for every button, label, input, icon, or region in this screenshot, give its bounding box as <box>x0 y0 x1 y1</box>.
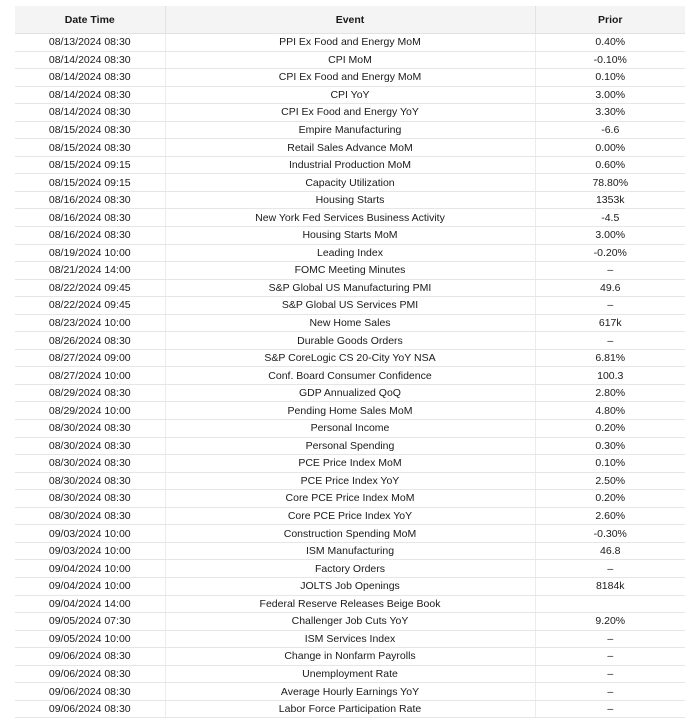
cell-event: Housing Starts <box>165 191 535 209</box>
cell-date-time: 08/27/2024 10:00 <box>15 367 165 385</box>
cell-event: New York Fed Services Business Activity <box>165 209 535 227</box>
header-date-time: Date Time <box>15 6 165 34</box>
cell-prior: 0.20% <box>535 490 685 508</box>
cell-event: ISM Services Index <box>165 630 535 648</box>
cell-date-time: 09/03/2024 10:00 <box>15 525 165 543</box>
cell-event: Unemployment Rate <box>165 665 535 683</box>
cell-date-time: 08/29/2024 10:00 <box>15 402 165 420</box>
cell-event: New Home Sales <box>165 314 535 332</box>
cell-event: Personal Spending <box>165 437 535 455</box>
cell-event: Construction Spending MoM <box>165 525 535 543</box>
cell-date-time: 09/04/2024 10:00 <box>15 577 165 595</box>
cell-event: S&P Global US Services PMI <box>165 297 535 315</box>
cell-event: CPI Ex Food and Energy YoY <box>165 104 535 122</box>
table-header <box>15 6 685 34</box>
cell-event: S&P CoreLogic CS 20-City YoY NSA <box>165 349 535 367</box>
table-row <box>15 367 685 385</box>
cell-date-time: 08/23/2024 10:00 <box>15 314 165 332</box>
cell-event: Personal Income <box>165 420 535 438</box>
cell-event: Capacity Utilization <box>165 174 535 192</box>
table-row <box>15 156 685 174</box>
table-row <box>15 420 685 438</box>
table-row <box>15 560 685 578</box>
cell-event: Industrial Production MoM <box>165 156 535 174</box>
table-row <box>15 507 685 525</box>
cell-prior <box>535 595 685 613</box>
cell-prior: 2.80% <box>535 384 685 402</box>
cell-event: Retail Sales Advance MoM <box>165 139 535 157</box>
cell-date-time: 08/13/2024 08:30 <box>15 34 165 52</box>
cell-prior: -0.30% <box>535 525 685 543</box>
cell-event: Labor Force Participation Rate <box>165 700 535 718</box>
table-row <box>15 191 685 209</box>
cell-event: PCE Price Index MoM <box>165 455 535 473</box>
cell-prior: – <box>535 700 685 718</box>
cell-date-time: 08/30/2024 08:30 <box>15 507 165 525</box>
cell-event: Average Hourly Earnings YoY <box>165 683 535 701</box>
cell-event: CPI YoY <box>165 86 535 104</box>
cell-date-time: 09/05/2024 07:30 <box>15 613 165 631</box>
cell-prior: – <box>535 262 685 280</box>
table-row <box>15 525 685 543</box>
economic-calendar-table <box>15 6 685 718</box>
cell-event: Core PCE Price Index YoY <box>165 507 535 525</box>
cell-date-time: 08/14/2024 08:30 <box>15 69 165 87</box>
table-row <box>15 104 685 122</box>
cell-event: Empire Manufacturing <box>165 121 535 139</box>
table-row <box>15 297 685 315</box>
table-row <box>15 472 685 490</box>
cell-date-time: 08/30/2024 08:30 <box>15 420 165 438</box>
cell-date-time: 08/15/2024 08:30 <box>15 121 165 139</box>
cell-event: CPI Ex Food and Energy MoM <box>165 69 535 87</box>
cell-date-time: 09/05/2024 10:00 <box>15 630 165 648</box>
table-row <box>15 595 685 613</box>
cell-prior: 2.60% <box>535 507 685 525</box>
cell-prior: – <box>535 630 685 648</box>
cell-date-time: 09/03/2024 10:00 <box>15 542 165 560</box>
cell-date-time: 08/30/2024 08:30 <box>15 437 165 455</box>
table-row <box>15 402 685 420</box>
table-row <box>15 34 685 52</box>
table-row <box>15 683 685 701</box>
cell-event: Federal Reserve Releases Beige Book <box>165 595 535 613</box>
cell-prior: 0.10% <box>535 69 685 87</box>
table-row <box>15 244 685 262</box>
cell-prior: – <box>535 665 685 683</box>
cell-prior: – <box>535 560 685 578</box>
header-prior: Prior <box>535 6 685 34</box>
cell-event: JOLTS Job Openings <box>165 577 535 595</box>
table-row <box>15 121 685 139</box>
table-row <box>15 262 685 280</box>
cell-prior: 3.00% <box>535 227 685 245</box>
cell-prior: 0.00% <box>535 139 685 157</box>
cell-prior: -0.10% <box>535 51 685 69</box>
table-row <box>15 332 685 350</box>
cell-event: ISM Manufacturing <box>165 542 535 560</box>
cell-event: Pending Home Sales MoM <box>165 402 535 420</box>
table-body <box>15 34 685 718</box>
cell-prior: – <box>535 648 685 666</box>
cell-event: Change in Nonfarm Payrolls <box>165 648 535 666</box>
header-event: Event <box>165 6 535 34</box>
cell-date-time: 08/22/2024 09:45 <box>15 279 165 297</box>
cell-date-time: 08/14/2024 08:30 <box>15 51 165 69</box>
cell-date-time: 09/06/2024 08:30 <box>15 700 165 718</box>
cell-date-time: 08/15/2024 08:30 <box>15 139 165 157</box>
cell-event: S&P Global US Manufacturing PMI <box>165 279 535 297</box>
cell-date-time: 08/22/2024 09:45 <box>15 297 165 315</box>
cell-event: PPI Ex Food and Energy MoM <box>165 34 535 52</box>
cell-prior: 617k <box>535 314 685 332</box>
cell-date-time: 08/27/2024 09:00 <box>15 349 165 367</box>
table-row <box>15 86 685 104</box>
table-row <box>15 384 685 402</box>
cell-date-time: 09/04/2024 10:00 <box>15 560 165 578</box>
cell-prior: 49.6 <box>535 279 685 297</box>
table-row <box>15 648 685 666</box>
cell-event: Conf. Board Consumer Confidence <box>165 367 535 385</box>
cell-date-time: 09/06/2024 08:30 <box>15 683 165 701</box>
table-row <box>15 437 685 455</box>
cell-prior: 1353k <box>535 191 685 209</box>
cell-prior: 6.81% <box>535 349 685 367</box>
cell-event: Factory Orders <box>165 560 535 578</box>
cell-prior: 0.10% <box>535 455 685 473</box>
cell-prior: 3.30% <box>535 104 685 122</box>
table-row <box>15 613 685 631</box>
cell-prior: 3.00% <box>535 86 685 104</box>
table-row <box>15 665 685 683</box>
cell-date-time: 09/06/2024 08:30 <box>15 665 165 683</box>
cell-event: GDP Annualized QoQ <box>165 384 535 402</box>
cell-date-time: 09/04/2024 14:00 <box>15 595 165 613</box>
cell-prior: -4.5 <box>535 209 685 227</box>
cell-date-time: 08/19/2024 10:00 <box>15 244 165 262</box>
cell-date-time: 08/15/2024 09:15 <box>15 174 165 192</box>
table-row <box>15 209 685 227</box>
table-row <box>15 314 685 332</box>
cell-prior: 0.30% <box>535 437 685 455</box>
cell-date-time: 08/21/2024 14:00 <box>15 262 165 280</box>
economic-calendar <box>15 6 685 718</box>
cell-event: Challenger Job Cuts YoY <box>165 613 535 631</box>
cell-event: PCE Price Index YoY <box>165 472 535 490</box>
cell-date-time: 08/30/2024 08:30 <box>15 490 165 508</box>
table-row <box>15 279 685 297</box>
table-row <box>15 174 685 192</box>
table-row <box>15 455 685 473</box>
table-row <box>15 542 685 560</box>
cell-prior: – <box>535 297 685 315</box>
cell-prior: 0.40% <box>535 34 685 52</box>
table-row <box>15 139 685 157</box>
cell-date-time: 08/26/2024 08:30 <box>15 332 165 350</box>
table-row <box>15 490 685 508</box>
cell-date-time: 08/16/2024 08:30 <box>15 209 165 227</box>
cell-date-time: 08/16/2024 08:30 <box>15 227 165 245</box>
cell-prior: 78.80% <box>535 174 685 192</box>
table-row <box>15 51 685 69</box>
cell-date-time: 08/16/2024 08:30 <box>15 191 165 209</box>
table-row <box>15 349 685 367</box>
table-row <box>15 69 685 87</box>
cell-prior: 8184k <box>535 577 685 595</box>
cell-event: FOMC Meeting Minutes <box>165 262 535 280</box>
cell-date-time: 08/14/2024 08:30 <box>15 86 165 104</box>
cell-event: Core PCE Price Index MoM <box>165 490 535 508</box>
cell-prior: 4.80% <box>535 402 685 420</box>
cell-date-time: 08/29/2024 08:30 <box>15 384 165 402</box>
cell-event: CPI MoM <box>165 51 535 69</box>
cell-prior: – <box>535 683 685 701</box>
table-row <box>15 577 685 595</box>
cell-date-time: 08/14/2024 08:30 <box>15 104 165 122</box>
cell-event: Housing Starts MoM <box>165 227 535 245</box>
cell-prior: 100.3 <box>535 367 685 385</box>
header-row <box>15 6 685 34</box>
cell-date-time: 08/30/2024 08:30 <box>15 455 165 473</box>
cell-prior: 2.50% <box>535 472 685 490</box>
table-row <box>15 227 685 245</box>
cell-prior: 46.8 <box>535 542 685 560</box>
cell-date-time: 09/06/2024 08:30 <box>15 648 165 666</box>
cell-event: Durable Goods Orders <box>165 332 535 350</box>
cell-prior: -0.20% <box>535 244 685 262</box>
cell-date-time: 08/30/2024 08:30 <box>15 472 165 490</box>
cell-prior: – <box>535 332 685 350</box>
cell-prior: -6.6 <box>535 121 685 139</box>
cell-event: Leading Index <box>165 244 535 262</box>
cell-date-time: 08/15/2024 09:15 <box>15 156 165 174</box>
cell-prior: 0.20% <box>535 420 685 438</box>
table-row <box>15 630 685 648</box>
table-row <box>15 700 685 718</box>
cell-prior: 0.60% <box>535 156 685 174</box>
cell-prior: 9.20% <box>535 613 685 631</box>
